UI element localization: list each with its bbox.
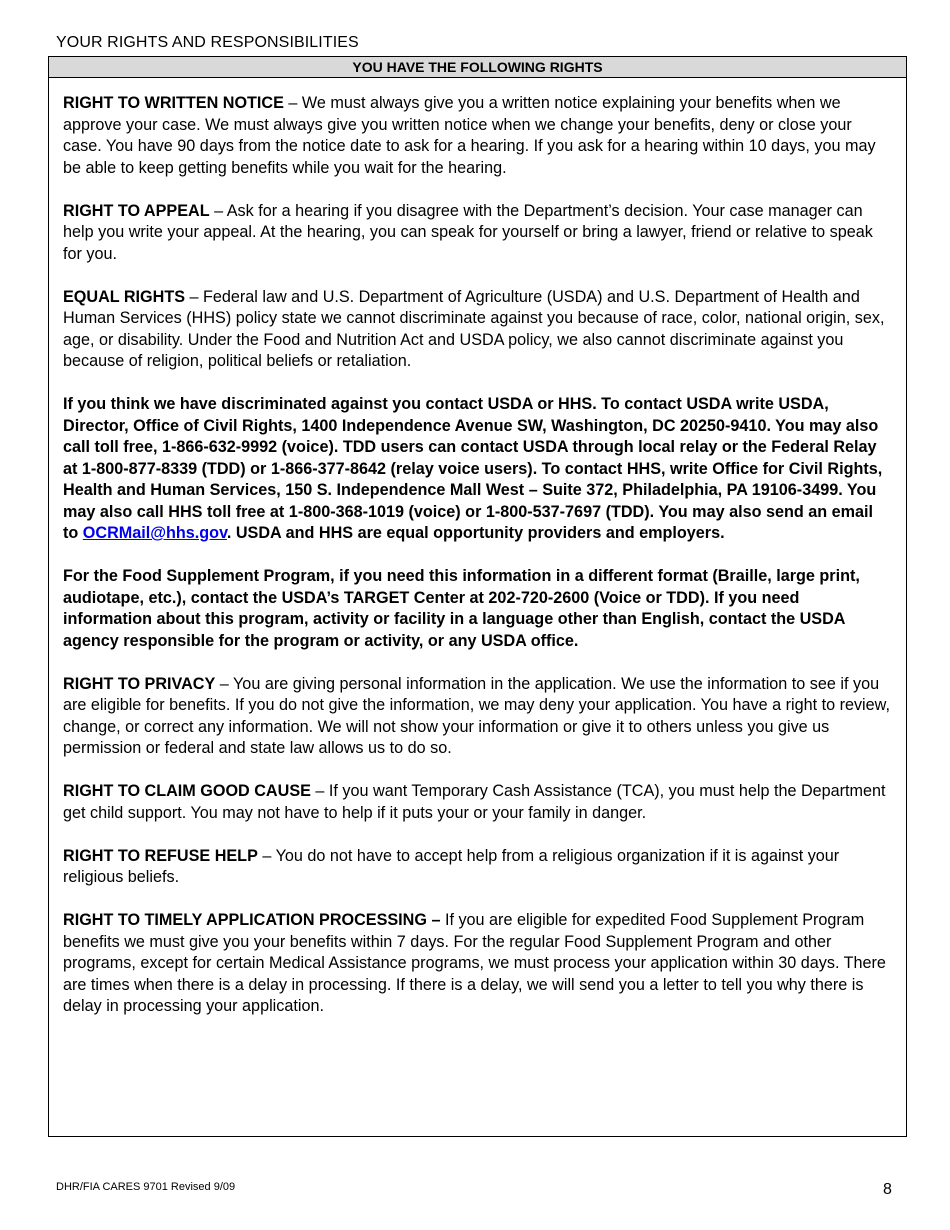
page-heading: YOUR RIGHTS AND RESPONSIBILITIES xyxy=(56,34,359,51)
box-body xyxy=(49,78,906,1018)
discrimination-text-end: . USDA and HHS are equal opportunity providers and employers. xyxy=(226,524,725,542)
refuse-help-title: RIGHT TO REFUSE HELP xyxy=(63,846,258,865)
appeal-title: RIGHT TO APPEAL xyxy=(63,201,210,220)
written-notice-text: – We must always give you a written notice explaining your benefits when we approve your case. We must always give you written notice when we change your benefits, deny or close your case. You have 90 days from the notice date to ask for a hearing. If you ask for a hearing within 10 days, you may be able to keep getting benefits while you wait for the hearing. xyxy=(63,94,876,177)
good-cause-paragraph xyxy=(63,781,892,824)
refuse-help-text: – You do not have to accept help from a religious organization if it is against your religious beliefs. xyxy=(63,846,840,886)
discrimination-text: If you think we have discriminated against you contact USDA or HHS. To contact USDA write USDA, Director, Office of Civil Rights, 1400 Independence Avenue SW, Washington, DC 20250-9410. You may also call toll free, 1-866-632-9992 (voice). TDD users can contact USDA through local relay or the Federal Relay at 1-800-877-8339 (TDD) or 1-866-377-8642 (relay voice users). To contact HHS, write Office for Civil Rights, Health and Human Services, 150 S. Independence Mall West – Suite 372, Philadelphia, PA 19106-3499. You may also call HHS toll free at 1-800-368-1019 (voice) or 1-800-537-7697 (TDD). You may also send an email to xyxy=(63,395,883,542)
appeal-text: – Ask for a hearing if you disagree with the Department’s decision. Your case manager can help you write your appeal. At the hearing, you can speak for yourself or bring a lawyer, friend or relative to speak for you. xyxy=(63,201,873,263)
ocr-email-link[interactable]: OCRMail@hhs.gov xyxy=(82,524,227,542)
timely-processing-text: If you are eligible for expedited Food Supplement Program benefits we must give you your benefits within 7 days. For the regular Food Supplement Program and other programs, except for certain Medical Assistance programs, we must process your application within 30 days. There are times when there is a delay in processing. If there is a delay, we will send you a letter to tell you why there is delay in processing your application. xyxy=(63,911,886,1015)
good-cause-text: – If you want Temporary Cash Assistance (TCA), you must help the Department get child support. You may not have to help if it puts your or your family in danger. xyxy=(63,782,886,822)
equal-rights-paragraph xyxy=(63,287,892,373)
refuse-help-paragraph xyxy=(63,846,892,889)
privacy-title: RIGHT TO PRIVACY xyxy=(63,674,216,693)
box-header: YOU HAVE THE FOLLOWING RIGHTS xyxy=(49,57,906,78)
timely-processing-title: RIGHT TO TIMELY APPLICATION PROCESSING – xyxy=(63,911,441,929)
written-notice-paragraph xyxy=(63,93,892,179)
rights-box xyxy=(48,56,907,1137)
page-number: 8 xyxy=(883,1181,892,1198)
privacy-text: – You are giving personal information in the application. We use the information to see if you are eligible for benefits. If you do not give the information, we may deny your application. You have a right to review, change, or correct any information. We will not show your information or give it to others unless you give us permission or federal and state law allows us to do so. xyxy=(63,674,890,757)
equal-rights-text: – Federal law and U.S. Department of Agriculture (USDA) and U.S. Department of Health and Human Services (HHS) policy state we cannot discriminate against you because of race, color, national origin, sex, age, or disability. Under the Food and Nutrition Act and USDA policy, we also cannot discriminate against you because of religion, political beliefs or retaliation. xyxy=(63,287,885,370)
good-cause-title: RIGHT TO CLAIM GOOD CAUSE xyxy=(63,782,311,800)
form-id: DHR/FIA CARES 9701 Revised 9/09 xyxy=(56,1181,236,1193)
privacy-paragraph xyxy=(63,674,892,760)
equal-rights-title: EQUAL RIGHTS xyxy=(63,287,186,306)
discrimination-paragraph xyxy=(63,394,892,545)
food-supplement-paragraph: For the Food Supplement Program, if you need this information in a different format (Braille, large print, audiotape, etc.), contact the USDA’s TARGET Center at 202-720-2600 (Voice or TDD). If you need information about this program, activity or facility in a language other than English, contact the USDA agency responsible for the program or activity, or any USDA office. xyxy=(63,567,860,650)
written-notice-title: RIGHT TO WRITTEN NOTICE xyxy=(63,94,284,112)
appeal-paragraph xyxy=(63,201,892,266)
timely-processing-paragraph xyxy=(63,910,892,1018)
